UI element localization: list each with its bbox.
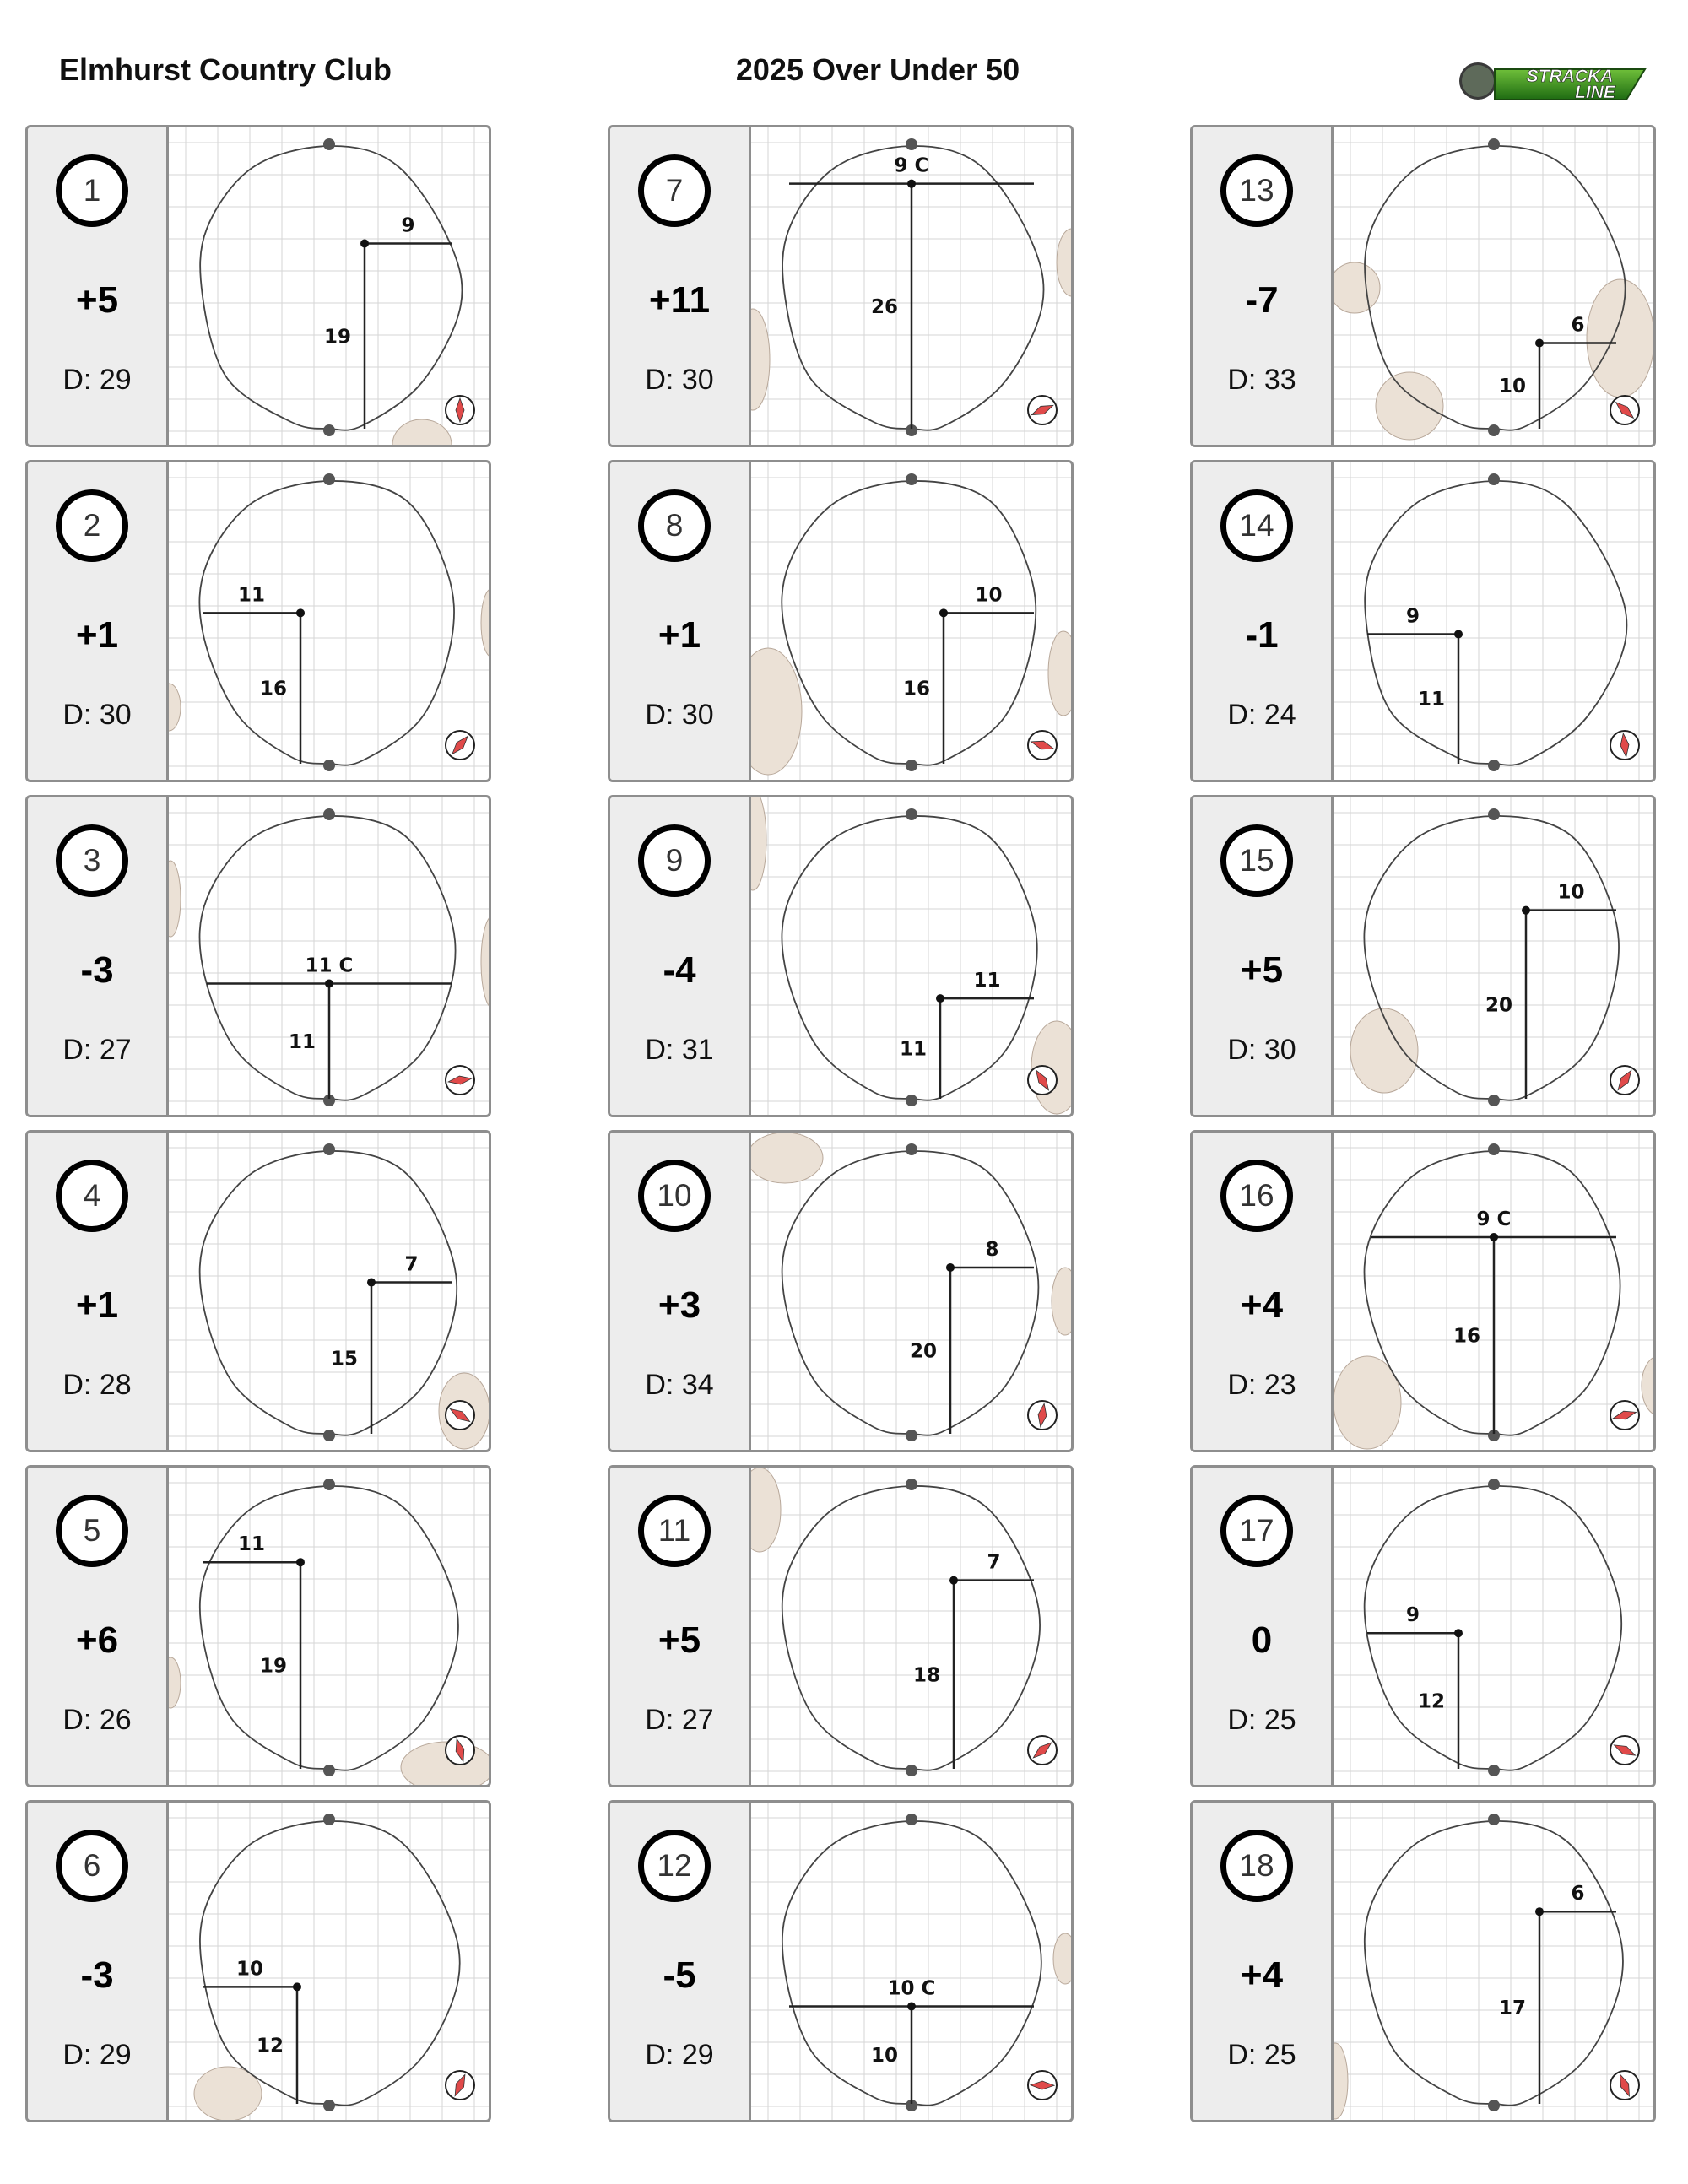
side-distance: 7 [404,1253,419,1276]
back-distance: 11 [899,1038,928,1061]
depth-value: 29 [99,2039,132,2071]
side-distance: 10 C [887,1977,936,2000]
stracka-line-logo [1456,51,1650,111]
compass-icon [1610,396,1639,424]
bunker [1376,372,1443,440]
green-outline [1365,481,1626,765]
hole-info-panel [1193,797,1334,1115]
back-distance: 19 [259,1655,288,1678]
pin-position: -1 [1245,614,1279,656]
side-distance: 10 [1557,881,1585,904]
green-depth [28,2039,166,2072]
green-map [1334,1468,1654,1785]
green-depth [610,1034,749,1067]
hole-number-badge: 15 [1220,824,1293,897]
pin-position: +4 [1240,1284,1284,1326]
pin-position: +1 [75,1284,119,1326]
bunker [481,916,490,1008]
front-marker [906,138,917,150]
green-map [751,127,1072,445]
bunker [751,648,802,775]
pin-dot [936,994,944,1003]
hole-card [1190,460,1656,782]
green-map [751,462,1072,780]
hole-number-badge: 1 [56,154,128,227]
green-map [1334,462,1654,780]
front-marker [1488,1143,1500,1155]
hole-card [608,1800,1074,2122]
depth-label: D: [62,364,100,396]
depth-label: D: [645,699,682,731]
green-depth [1193,1034,1331,1067]
compass-icon [1028,1066,1057,1095]
back-marker [906,760,917,771]
compass-icon [1028,1401,1057,1430]
depth-value: 25 [1263,1704,1296,1736]
depth-label: D: [1227,1704,1264,1736]
pin-position: -5 [663,1954,696,1996]
grid [751,1468,1072,1785]
pin-dot [1522,906,1530,915]
bunker [1052,1268,1072,1335]
green-depth [610,1704,749,1737]
pin-dot [946,1263,955,1272]
compass-icon [446,731,474,760]
pin-dot [950,1576,958,1585]
green-depth [1193,1704,1331,1737]
green-map [751,1133,1072,1450]
bunker [1350,1008,1418,1093]
back-distance: 16 [259,678,288,700]
pin-position: +1 [75,614,119,656]
back-distance: 20 [909,1340,938,1363]
depth-value: 29 [681,2039,714,2071]
pin-dot [325,980,333,988]
pin-dot [1490,1233,1498,1241]
back-marker [323,760,335,771]
pin-position: +5 [657,1619,701,1661]
hole-card [608,460,1074,782]
front-marker [323,1814,335,1825]
grid [169,462,490,780]
depth-label: D: [645,2039,682,2071]
bunker [751,1133,823,1183]
hole-card [608,1130,1074,1452]
back-distance: 11 [288,1030,316,1053]
green-outline [782,481,1036,765]
compass-icon [1610,1736,1639,1765]
depth-value: 30 [1263,1034,1296,1066]
back-marker [1488,2100,1500,2111]
hole-info-panel [1193,127,1334,445]
back-marker [323,1765,335,1776]
depth-value: 25 [1263,2039,1296,2071]
side-distance: 11 [973,970,1001,992]
grid [1334,462,1654,780]
green-outline [782,1486,1040,1770]
pin-dot [296,608,305,617]
hole-card [25,1130,491,1452]
compass-icon [446,1736,474,1765]
green-map [1334,797,1654,1115]
green-depth [610,699,749,732]
side-distance: 10 [975,584,1003,607]
green-map [1334,127,1654,445]
pin-position: 0 [1251,1619,1273,1661]
depth-label: D: [645,364,682,396]
front-marker [1488,138,1500,150]
back-distance: 11 [1417,689,1446,711]
hole-number-badge: 9 [638,824,711,897]
pin-position: -3 [80,1954,114,1996]
green-map [1334,1803,1654,2120]
depth-label: D: [1227,2039,1264,2071]
bunker [1334,2043,1348,2119]
front-marker [323,808,335,820]
pin-position: +4 [1240,1954,1284,1996]
green-map [1334,1133,1654,1450]
depth-value: 34 [681,1369,714,1401]
green-map [169,1803,490,2120]
grid [1334,1468,1654,1785]
compass-icon [1028,396,1057,424]
green-outline [200,146,462,430]
hole-number-badge: 2 [56,489,128,562]
front-marker [906,1479,917,1490]
compass-icon [1028,731,1057,760]
front-marker [323,1143,335,1155]
front-marker [323,1479,335,1490]
pin-dot [1535,1907,1544,1916]
depth-value: 27 [681,1704,714,1736]
side-distance: 11 [237,584,266,607]
hole-info-panel [28,1468,169,1785]
green-outline [782,1151,1039,1435]
depth-label: D: [1227,1369,1264,1401]
hole-number-badge: 13 [1220,154,1293,227]
green-depth [610,364,749,397]
back-distance: 16 [902,678,931,700]
pin-position: +1 [657,614,701,656]
hole-info-panel [610,797,751,1115]
grid [1334,1803,1654,2120]
green-outline [1365,1151,1620,1435]
hole-number-badge: 18 [1220,1830,1293,1902]
pin-position: -4 [663,949,696,991]
depth-label: D: [645,1034,682,1066]
depth-value: 30 [681,364,714,396]
depth-label: D: [1227,364,1264,396]
depth-label: D: [1227,1034,1264,1066]
pin-dot [907,180,916,188]
pin-position: -7 [1245,279,1279,321]
depth-value: 26 [99,1704,132,1736]
green-outline [199,481,454,765]
depth-label: D: [62,1369,100,1401]
hole-card [1190,795,1656,1117]
green-map [169,1468,490,1785]
hole-number-badge: 3 [56,824,128,897]
back-marker [323,2100,335,2111]
hole-card [1190,125,1656,447]
pin-dot [367,1279,376,1287]
side-distance: 11 C [305,954,354,977]
hole-card [608,125,1074,447]
side-distance: 9 [1405,605,1420,628]
hole-info-panel [610,1468,751,1785]
side-distance: 7 [987,1551,1001,1574]
hole-info-panel [610,1133,751,1450]
hole-card [25,1465,491,1787]
pin-position: +5 [1240,949,1284,991]
depth-label: D: [645,1369,682,1401]
green-depth [1193,364,1331,397]
hole-number-badge: 11 [638,1495,711,1567]
back-marker [1488,760,1500,771]
hole-card [1190,1130,1656,1452]
depth-label: D: [62,2039,100,2071]
side-distance: 6 [1571,314,1585,337]
back-distance: 12 [1417,1690,1446,1713]
green-map [169,127,490,445]
green-depth [1193,2039,1331,2072]
side-distance: 11 [237,1533,266,1556]
depth-value: 29 [99,364,132,396]
back-distance: 17 [1498,1997,1527,2020]
back-marker [906,1430,917,1441]
depth-value: 23 [1263,1369,1296,1401]
hole-number-badge: 8 [638,489,711,562]
back-distance: 18 [912,1664,941,1687]
hole-info-panel [28,797,169,1115]
bunker [1053,1933,1072,1984]
pin-dot [907,2002,916,2010]
event-title: 2025 Over Under 50 [735,52,1020,87]
back-distance: 26 [870,295,899,318]
depth-value: 27 [99,1034,132,1066]
hole-info-panel [610,462,751,780]
depth-label: D: [62,699,100,731]
back-marker [1488,1765,1500,1776]
hole-info-panel [28,1803,169,2120]
bunker [481,589,490,657]
green-depth [28,1704,166,1737]
hole-card [1190,1465,1656,1787]
back-distance: 12 [256,2035,284,2057]
hole-card [608,1465,1074,1787]
depth-label: D: [62,1034,100,1066]
green-map [751,797,1072,1115]
front-marker [906,1143,917,1155]
green-depth [28,699,166,732]
green-depth [610,1369,749,1402]
bunker [1587,279,1654,397]
pin-position: +11 [648,279,711,321]
bunker [169,1657,181,1708]
front-marker [906,473,917,485]
hole-info-panel [1193,1133,1334,1450]
hole-number-badge: 5 [56,1495,128,1567]
hole-info-panel [28,462,169,780]
depth-value: 31 [681,1034,714,1066]
green-depth [1193,699,1331,732]
pin-position: +6 [75,1619,119,1661]
pin-dot [939,608,948,617]
depth-value: 28 [99,1369,132,1401]
back-distance: 10 [870,2045,899,2068]
hole-info-panel [28,1133,169,1450]
front-marker [1488,808,1500,820]
depth-label: D: [645,1704,682,1736]
compass-icon [1028,1736,1057,1765]
pin-position: -3 [80,949,114,991]
green-depth [28,1369,166,1402]
pin-dot [293,1982,301,1991]
compass-icon [1610,2071,1639,2100]
compass-icon [446,1401,474,1430]
bunker [1048,631,1072,716]
svg-text:STRACKA: STRACKA [1526,67,1614,86]
green-map [751,1803,1072,2120]
side-distance: 10 [235,1958,264,1981]
pin-dot [1454,630,1463,638]
hole-card [25,1800,491,2122]
hole-info-panel [610,1803,751,2120]
green-depth [28,364,166,397]
green-outline [782,146,1044,430]
bunker [1334,262,1380,313]
bunker [169,861,181,937]
back-marker [323,424,335,436]
bunker [169,684,181,731]
hole-info-panel [1193,462,1334,780]
hole-number-badge: 4 [56,1160,128,1232]
depth-value: 33 [1263,364,1296,396]
pin-dot [1535,338,1544,347]
hole-number-badge: 6 [56,1830,128,1902]
compass-icon [1610,731,1639,760]
front-marker [323,473,335,485]
compass-icon [1610,1066,1639,1095]
hole-number-badge: 16 [1220,1160,1293,1232]
green-outline [200,1151,457,1435]
side-distance: 8 [985,1238,999,1261]
back-marker [323,1430,335,1441]
back-distance: 19 [323,326,352,349]
grid [751,797,1072,1115]
back-marker [1488,1095,1500,1106]
side-distance: 9 C [894,154,929,177]
hole-number-badge: 17 [1220,1495,1293,1567]
hole-info-panel [1193,1468,1334,1785]
green-map [169,1133,490,1450]
bunker [751,1468,781,1552]
green-map [169,462,490,780]
front-marker [1488,1814,1500,1825]
depth-value: 24 [1263,699,1296,731]
grid [169,1468,490,1785]
depth-value: 30 [681,699,714,731]
compass-icon [446,396,474,424]
hole-info-panel [610,127,751,445]
hole-number-badge: 14 [1220,489,1293,562]
depth-label: D: [62,1704,100,1736]
green-outline [1365,1486,1622,1770]
front-marker [906,1814,917,1825]
side-distance: 9 [1405,1604,1420,1627]
green-depth [610,2039,749,2072]
hole-card [25,795,491,1117]
hole-number-badge: 10 [638,1160,711,1232]
back-distance: 16 [1453,1325,1481,1348]
back-marker [906,1095,917,1106]
depth-label: D: [1227,699,1264,731]
front-marker [1488,473,1500,485]
club-name: Elmhurst Country Club [59,52,392,87]
hole-card [1190,1800,1656,2122]
back-marker [906,1765,917,1776]
back-distance: 10 [1498,376,1527,398]
pin-dot [296,1558,305,1566]
back-distance: 20 [1485,994,1513,1017]
green-outline [1365,1821,1623,2106]
pin-dot [1454,1629,1463,1637]
green-depth [28,1034,166,1067]
hole-card [25,460,491,782]
front-marker [1488,1479,1500,1490]
compass-icon [1610,1401,1639,1430]
green-depth [1193,1369,1331,1402]
compass-icon [446,2071,474,2100]
compass-icon [446,1066,474,1095]
compass-icon [1028,2071,1057,2100]
svg-text:LINE: LINE [1575,83,1615,102]
hole-card [25,125,491,447]
front-marker [323,138,335,150]
pin-position: +5 [75,279,119,321]
front-marker [906,808,917,820]
hole-number-badge: 12 [638,1830,711,1902]
green-outline [200,1486,458,1770]
side-distance: 9 C [1476,1208,1512,1230]
pin-position: +3 [657,1284,701,1326]
hole-info-panel [28,127,169,445]
depth-value: 30 [99,699,132,731]
green-map [169,797,490,1115]
hole-info-panel [1193,1803,1334,2120]
pin-dot [360,240,369,248]
back-marker [1488,424,1500,436]
bunker [1642,1356,1654,1415]
green-map [751,1468,1072,1785]
hole-number-badge: 7 [638,154,711,227]
bunker [751,309,770,410]
back-distance: 15 [330,1348,359,1370]
side-distance: 9 [401,214,415,237]
hole-card [608,795,1074,1117]
side-distance: 6 [1571,1883,1585,1906]
grid [169,127,490,445]
